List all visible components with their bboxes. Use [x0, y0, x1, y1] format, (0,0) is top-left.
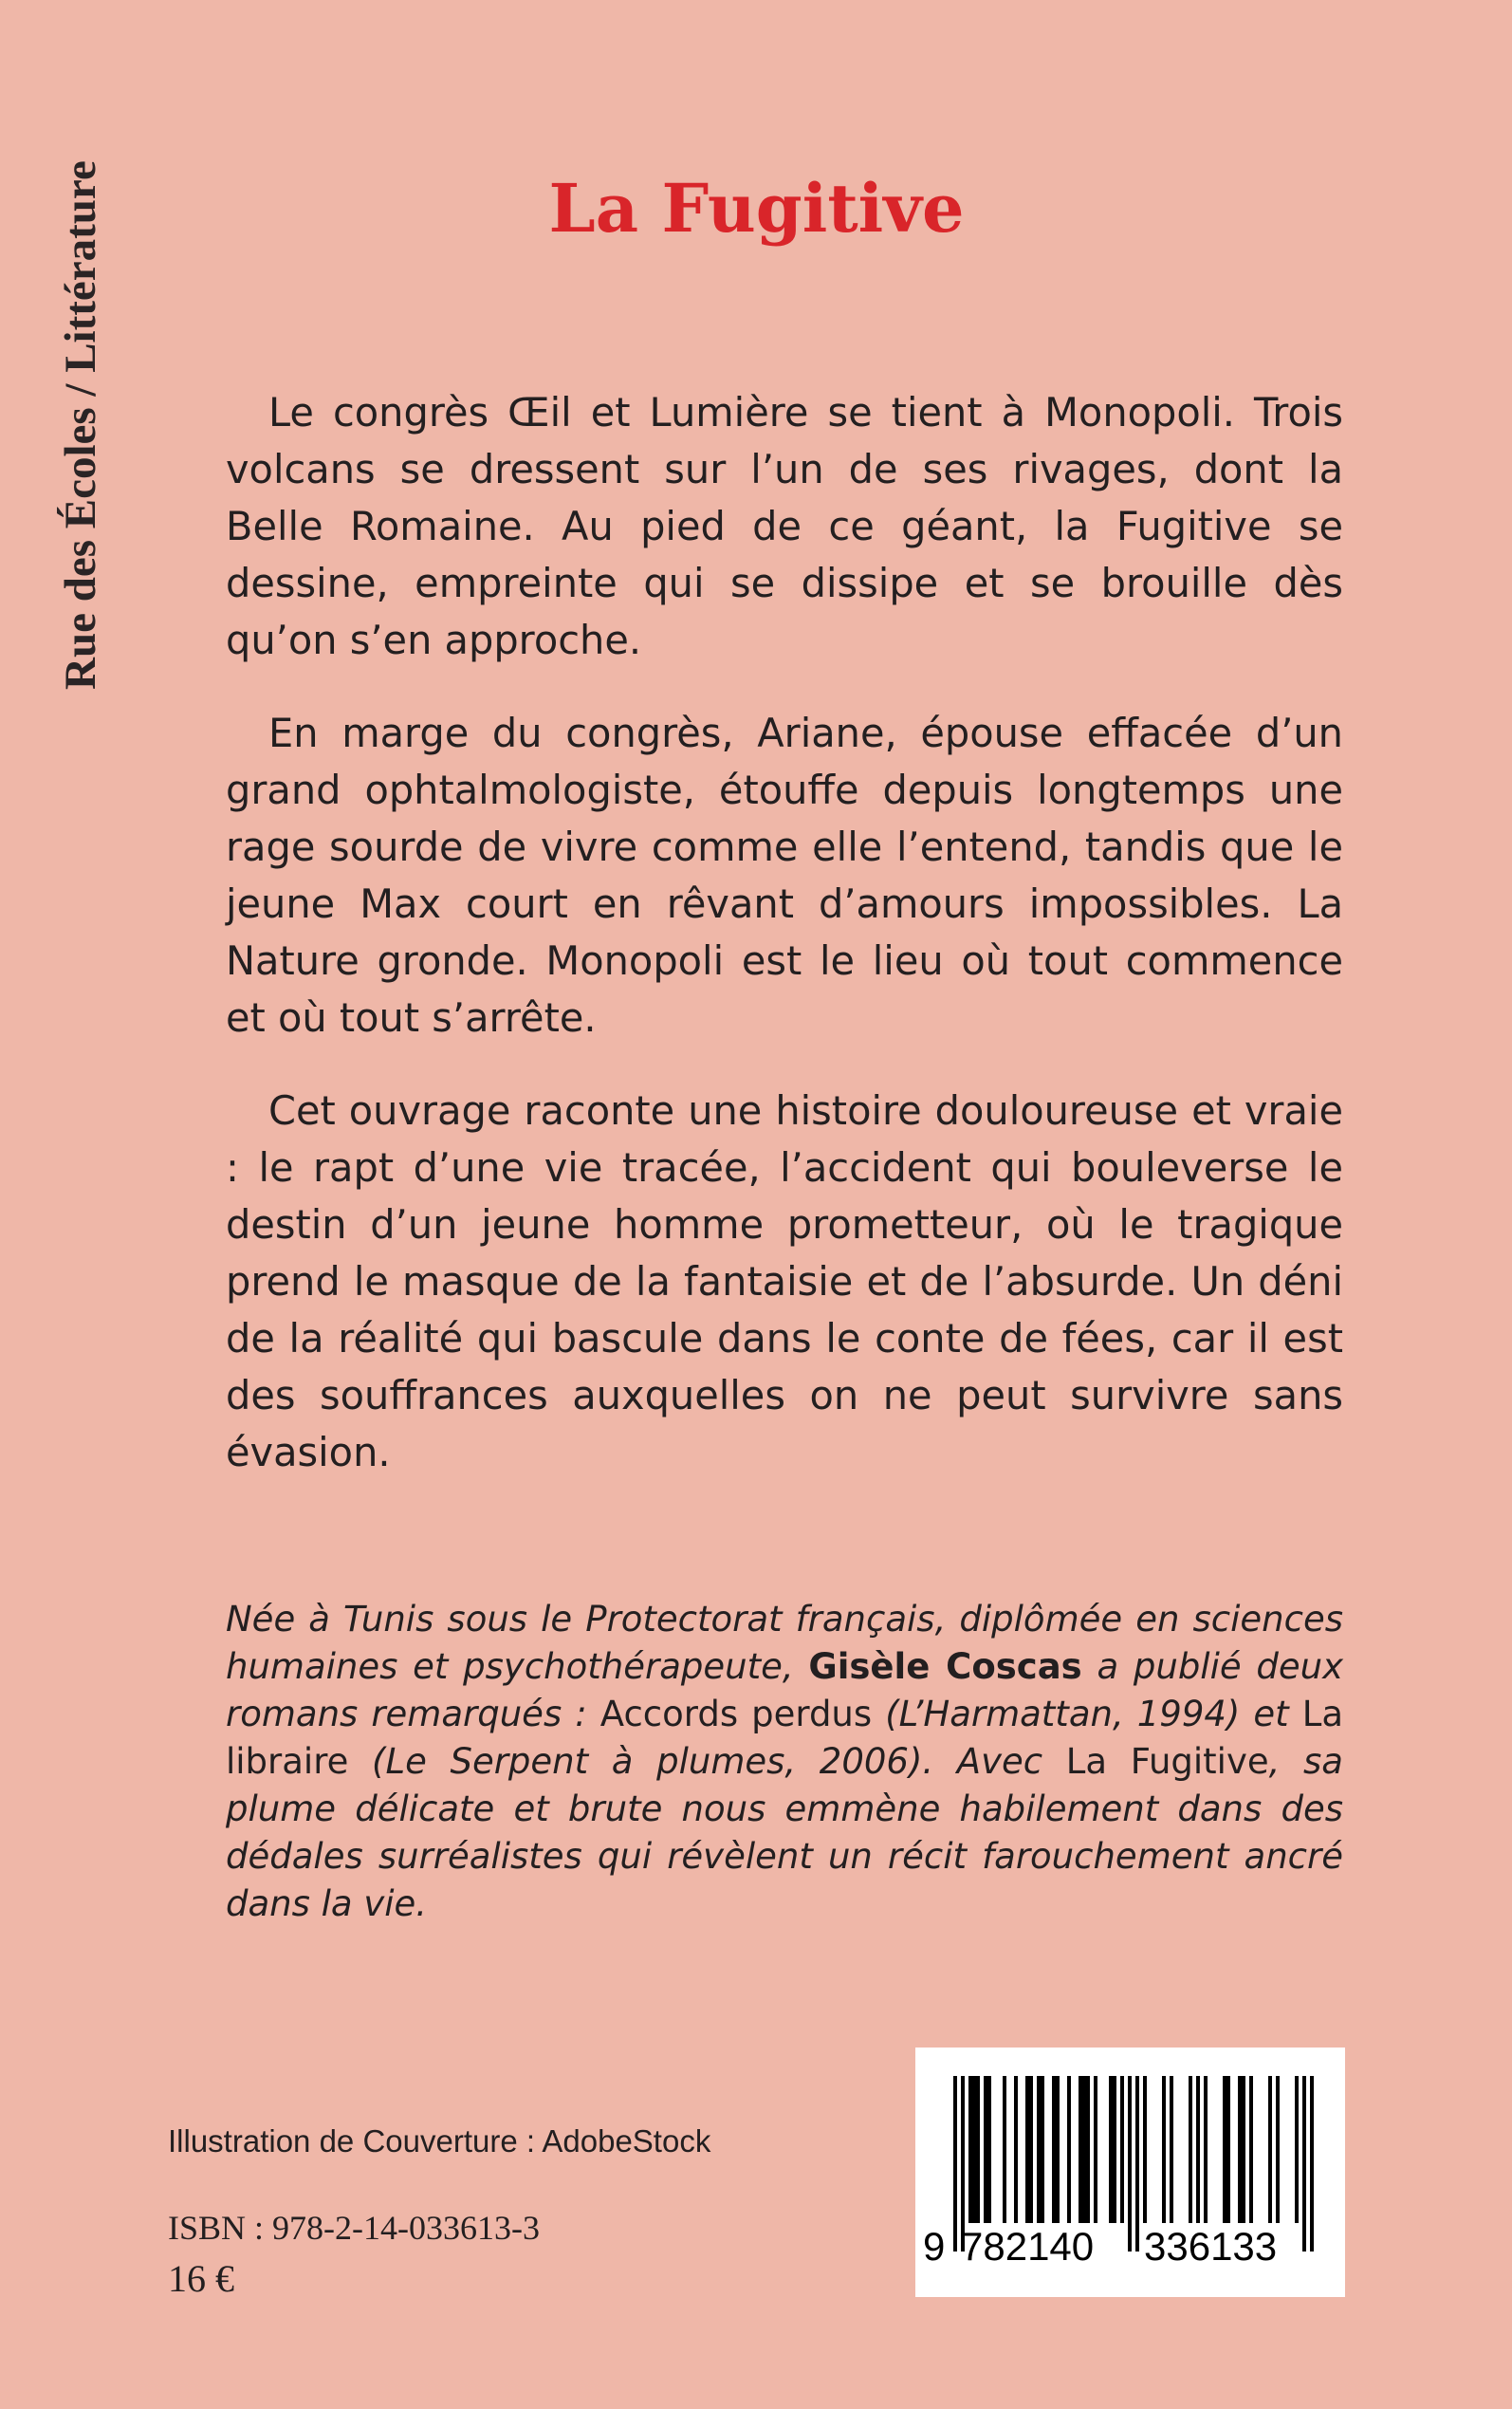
barcode-bar [1196, 2076, 1200, 2223]
price: 16 € [168, 2257, 234, 2300]
summary-paragraph: Le congrès Œil et Lumière se tient à Monopoli. Trois volcans se dressent sur l’un de ses rivages, dont la Belle Romaine. Au pied de ce géant, la Fugitive se dessine, empreinte qui se dissipe et se brouille dès qu’on s’en approche. [226, 389, 1343, 663]
barcode-bar [1003, 2076, 1006, 2223]
book-reference: Accords perdus [599, 1694, 873, 1734]
barcode-bar [1094, 2076, 1097, 2223]
author-name: Gisèle Coscas [808, 1646, 1082, 1687]
barcode-bar [1226, 2076, 1230, 2223]
barcode-bar [1268, 2076, 1272, 2223]
barcode-bar [1249, 2076, 1253, 2223]
barcode-bar [1056, 2076, 1060, 2223]
barcode-bar [984, 2076, 987, 2223]
barcode-bar [1170, 2076, 1173, 2223]
barcode-bar [1189, 2076, 1192, 2223]
bio-text: (L’Harmattan, 1994) et [872, 1694, 1302, 1734]
barcode-bar [1295, 2076, 1299, 2223]
barcode-bar [1109, 2076, 1113, 2223]
barcode-bar [1162, 2076, 1166, 2223]
barcode-digits [915, 2224, 1345, 2271]
barcode-bar [1037, 2076, 1041, 2223]
barcode-first-digit: 9 [923, 2224, 946, 2269]
barcode-bar [1025, 2076, 1029, 2223]
illustration-credit: Illustration de Couverture : AdobeStock [168, 2123, 711, 2159]
barcode-bar [1079, 2076, 1082, 2223]
barcode-bar [972, 2076, 976, 2223]
barcode-bar [1238, 2076, 1242, 2223]
barcode-bar [1113, 2076, 1116, 2223]
barcode-bar [1204, 2076, 1208, 2223]
summary-paragraph: Cet ouvrage raconte une histoire douloureuse et vraie : le rapt d’une vie tracée, l’accident qui bouleverse le destin d’un jeune homme prometteur, où le tragique prend le masque de la fantaisie et de l’absurde. Un déni de la réalité qui bascule dans le conte de fées, car il est des souffrances auxquelles on ne peut survivre sans évasion. [226, 1087, 1343, 1475]
barcode-left-group: 782140 [961, 2224, 1095, 2269]
barcode-bar [1120, 2076, 1124, 2223]
back-cover-summary [226, 384, 1343, 1517]
spine-collection-label: Rue des Écoles / Littérature [56, 160, 105, 690]
isbn-number: ISBN : 978-2-14-033613-3 [168, 2209, 540, 2247]
barcode-bar [1242, 2076, 1245, 2223]
barcode-bar [1082, 2076, 1086, 2223]
bio-text: (Le Serpent à plumes, 2006). Avec [348, 1741, 1066, 1782]
bio-text: Née à Tunis sous le Protectorat français, diplômée en sciences humaines et psychothérapeute, [226, 1599, 1343, 1687]
barcode-bar [1143, 2076, 1147, 2223]
barcode-bar [1086, 2076, 1090, 2223]
barcode-bar [1223, 2076, 1226, 2223]
barcode-bar [1041, 2076, 1044, 2223]
book-reference: La Fugitive [1065, 1741, 1269, 1782]
author-bio [226, 1596, 1343, 1928]
book-title: La Fugitive [548, 169, 965, 248]
bio-text: , sa plume délicate et brute nous emmène habilement dans des dédales surréalistes qui révèlent un récit farouchement ancré dans la vie. [226, 1741, 1343, 1924]
barcode-bar [1014, 2076, 1018, 2223]
bio-text: a publié deux romans remarqués : [226, 1646, 1343, 1734]
barcode-bar [1029, 2076, 1033, 2223]
barcode-bar [1067, 2076, 1071, 2223]
barcode-bar [1276, 2076, 1280, 2223]
barcode-bar [987, 2076, 991, 2223]
book-reference: La libraire [226, 1694, 1343, 1782]
barcode-bar [968, 2076, 972, 2223]
barcode [915, 2048, 1345, 2297]
summary-paragraph: En marge du congrès, Ariane, épouse effacée d’un grand ophtalmologiste, étouffe depuis longtemps une rage sourde de vivre comme elle l’entend, tandis que le jeune Max court en rêvant d’amours impossibles. La Nature gronde. Monopoli est le lieu où tout commence et où tout s’arrête. [226, 710, 1343, 1041]
barcode-bar [976, 2076, 980, 2223]
barcode-bar [1052, 2076, 1056, 2223]
barcode-right-group: 336133 [1144, 2224, 1278, 2269]
